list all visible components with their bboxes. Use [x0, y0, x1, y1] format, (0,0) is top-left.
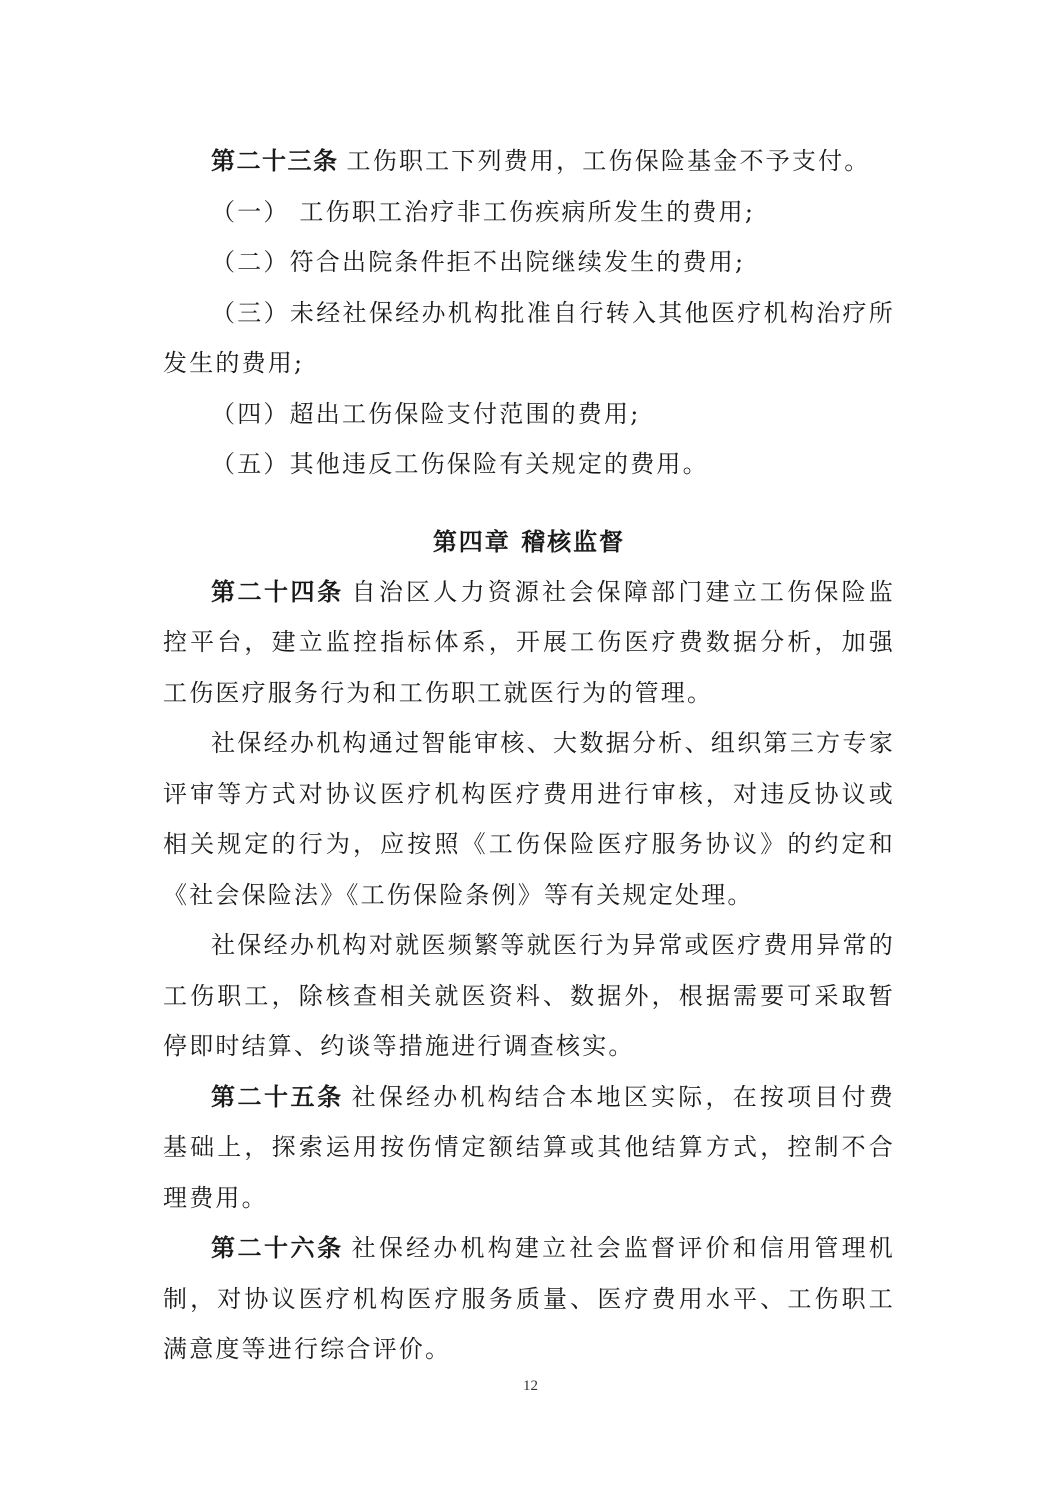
page-number: 12 — [523, 1378, 538, 1394]
article-24 — [163, 567, 895, 719]
article-25-text: 社保经办机构结合本地区实际，在按项目付费基础上，探索运用按伤情定额结算或其他结算方式，控制不合理费用。 — [163, 1082, 896, 1212]
document-body — [163, 136, 895, 1375]
article-24-paragraph-3: 社保经办机构对就医频繁等就医行为异常或医疗费用异常的工伤职工，除核查相关就医资料、数据外，根据需要可采取暂停即时结算、约谈等措施进行调查核实。 — [163, 931, 895, 1060]
article-23 — [163, 136, 895, 187]
article-23-number: 第二十三条 — [211, 146, 339, 175]
article-23-item-2: （二）符合出院条件拒不出院继续发生的费用; — [211, 248, 746, 276]
article-23-item-1: （一） 工伤职工治疗非工伤疾病所发生的费用; — [211, 197, 756, 226]
chapter-title: 第四章 稽核监督 — [432, 526, 626, 556]
article-23-item-4: （四）超出工伤保险支付范围的费用; — [211, 399, 641, 428]
article-24-text: 自治区人力资源社会保障部门建立工伤保险监控平台，建立监控指标体系，开展工伤医疗费数据分析，加强工伤医疗服务行为和工伤职工就医行为的管理。 — [163, 577, 896, 707]
article-25 — [163, 1072, 895, 1224]
article-26 — [163, 1223, 895, 1375]
article-23-item-3: （三）未经社保经办机构批准自行转入其他医疗机构治疗所发生的费用; — [163, 298, 895, 377]
article-23-text: 工伤职工下列费用，工伤保险基金不予支付。 — [346, 147, 871, 175]
article-24-number: 第二十四条 — [211, 576, 344, 606]
article-26-number: 第二十六条 — [211, 1233, 344, 1262]
article-23-item-5: （五）其他违反工伤保险有关规定的费用。 — [211, 450, 709, 478]
article-24-paragraph-2: 社保经办机构通过智能审核、大数据分析、组织第三方专家评审等方式对协议医疗机构医疗费用进行审核，对违反协议或相关规定的行为，应按照《工伤保险医疗服务协议》的约定和《社会保险法》《工伤保险条例》等有关规定处理。 — [163, 729, 895, 909]
article-26-text: 社保经办机构建立社会监督评价和信用管理机制，对协议医疗机构医疗服务质量、医疗费用水平、工伤职工满意度等进行综合评价。 — [163, 1234, 896, 1363]
article-25-number: 第二十五条 — [211, 1081, 344, 1111]
